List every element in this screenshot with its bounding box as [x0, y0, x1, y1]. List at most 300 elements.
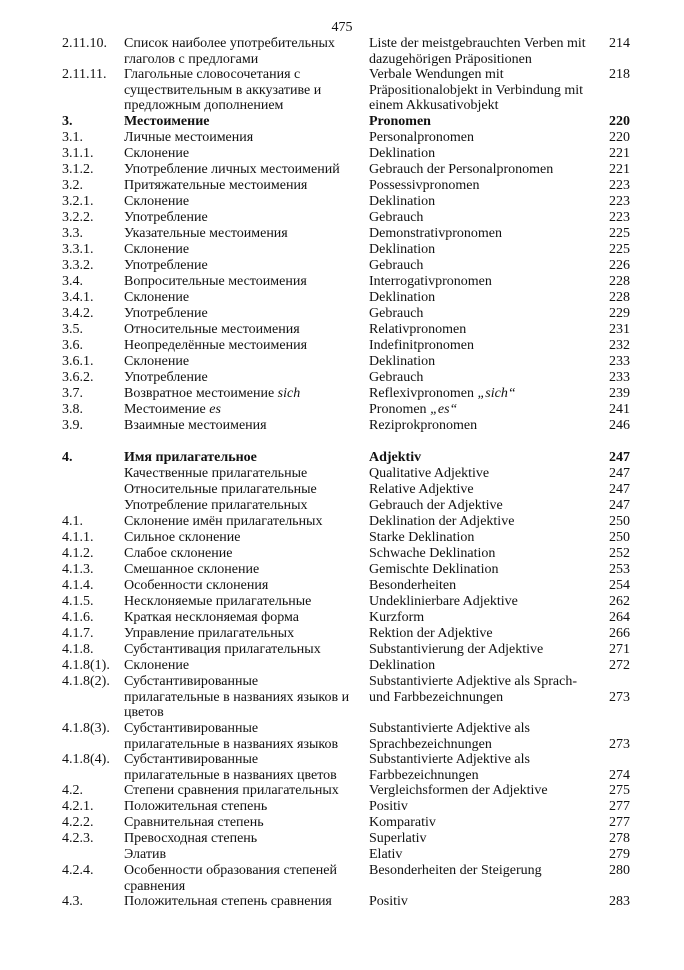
toc-entry [62, 674, 630, 721]
toc-entry [62, 130, 630, 146]
toc-entry [62, 322, 630, 338]
german-title-text: Gebrauch [369, 370, 424, 385]
german-title [369, 562, 595, 578]
german-title [369, 322, 595, 338]
russian-title-text: Слабое склонение [124, 546, 233, 561]
russian-title [124, 831, 356, 847]
russian-title-text: Употребление прилагательных [124, 498, 308, 513]
german-title [369, 658, 595, 674]
german-title-text: Relativpronomen [369, 322, 467, 337]
german-title [369, 258, 595, 274]
german-title-text: Besonderheiten [369, 578, 457, 593]
russian-title [124, 274, 356, 290]
entry-number: 3. [62, 114, 73, 129]
entry-number: 4.1.2. [62, 546, 94, 561]
toc-entry [62, 626, 630, 642]
german-title [369, 594, 595, 610]
toc-entry [62, 783, 630, 799]
toc-entry [62, 498, 630, 514]
toc-entry [62, 306, 630, 322]
russian-title [124, 130, 356, 146]
german-title-text: Positiv [369, 894, 408, 909]
russian-title [124, 146, 356, 162]
german-title-text: Rektion der Adjektive [369, 626, 493, 641]
page-ref: 254 [609, 578, 630, 593]
german-title-text: Undeklinierbare Adjektive [369, 594, 518, 609]
russian-title [124, 418, 356, 434]
german-title [369, 354, 595, 370]
german-title [369, 226, 595, 242]
russian-title-text: Субстантивированные прилагательные в названиях цветов [124, 752, 337, 783]
entry-number: 3.2. [62, 178, 83, 193]
russian-title-text: Склонение [124, 354, 190, 369]
russian-title [124, 338, 356, 354]
german-title-text: Deklination [369, 354, 436, 369]
entry-number: 4.1.3. [62, 562, 94, 577]
russian-title-text: Неопределённые местоимения [124, 338, 308, 353]
russian-title-text: Особенности склонения [124, 578, 269, 593]
entry-number: 3.6. [62, 338, 83, 353]
russian-title [124, 752, 356, 783]
page-ref: 272 [609, 658, 630, 673]
entry-number: 3.1. [62, 130, 83, 145]
toc-entry [62, 402, 630, 418]
russian-title-text: Краткая несклоняемая форма [124, 610, 300, 625]
german-title [369, 36, 595, 67]
russian-title-text: Местоимение [124, 402, 206, 417]
page-ref: 277 [609, 815, 630, 830]
russian-title-text: Имя прилагательное [124, 450, 257, 465]
page-ref: 229 [609, 306, 630, 321]
page-ref: 223 [609, 194, 630, 209]
russian-title-text: Субстантивация прилагательных [124, 642, 321, 657]
russian-title [124, 530, 356, 546]
russian-title-text: Притяжательные местоимения [124, 178, 308, 193]
entry-number: 2.11.10. [62, 36, 107, 51]
russian-title [124, 594, 356, 610]
german-title-text: Deklination [369, 242, 436, 257]
toc-entry [62, 752, 630, 783]
german-title-text: Personalpronomen [369, 130, 474, 145]
russian-title [124, 894, 356, 910]
german-title [369, 290, 595, 306]
page-ref: 273 [609, 689, 630, 705]
toc-entry [62, 863, 630, 894]
german-title [369, 130, 595, 146]
entry-number: 4.2.3. [62, 831, 94, 846]
russian-title-term: sich [277, 386, 301, 401]
german-title [369, 466, 595, 482]
russian-title-text: Употребление [124, 210, 208, 225]
german-title-text: Indefinitpronomen [369, 338, 474, 353]
russian-title [124, 610, 356, 626]
german-title-text: Gebrauch [369, 258, 424, 273]
page-ref: 239 [609, 386, 630, 401]
toc-entry [62, 274, 630, 290]
page-ref: 247 [609, 450, 630, 465]
russian-title [124, 578, 356, 594]
entry-number: 4.1.7. [62, 626, 94, 641]
german-title [369, 642, 595, 658]
page-number: 475 [331, 20, 353, 35]
german-title-text: Deklination der Adjektive [369, 514, 515, 529]
russian-title-text: Сильное склонение [124, 530, 241, 545]
russian-title-text: Склонение имён прилагательных [124, 514, 323, 529]
german-title [369, 114, 595, 130]
toc-entry [62, 658, 630, 674]
page-ref: 226 [609, 258, 630, 273]
russian-title-text: Положительная степень [124, 799, 268, 814]
entry-number: 4.2.2. [62, 815, 94, 830]
german-title-text: Schwache Deklination [369, 546, 496, 561]
page-ref: 220 [609, 114, 630, 129]
entry-number: 4.1.8(1). [62, 658, 110, 673]
german-title-text: Substantivierte Adjektive als Sprach- und Farbbezeichnungen [369, 674, 578, 705]
section-gap [62, 434, 630, 450]
page-ref: 221 [609, 162, 630, 177]
russian-title-text: Несклоняемые прилагательные [124, 594, 312, 609]
german-title-text: Relative Adjektive [369, 482, 474, 497]
entry-number: 4.2. [62, 783, 83, 798]
entry-number: 3.6.1. [62, 354, 94, 369]
toc-entry [62, 226, 630, 242]
russian-title [124, 226, 356, 242]
german-title-term: „sich“ [477, 386, 516, 401]
german-title [369, 894, 595, 910]
german-title-text: Besonderheiten der Steigerung [369, 863, 542, 878]
german-title-text: Kurzform [369, 610, 425, 625]
russian-title [124, 36, 356, 67]
page-ref: 221 [609, 146, 630, 161]
page-ref: 223 [609, 178, 630, 193]
german-title-text: Deklination [369, 290, 436, 305]
toc-entry [62, 562, 630, 578]
russian-title [124, 482, 356, 498]
entry-number: 4.1.5. [62, 594, 94, 609]
toc-entry [62, 36, 630, 67]
russian-title [124, 322, 356, 338]
german-title-text: Reflexivpronomen [369, 386, 474, 401]
german-title [369, 847, 595, 863]
page-ref: 283 [609, 894, 630, 909]
russian-title [124, 721, 356, 752]
russian-title [124, 562, 356, 578]
russian-title-text: Указательные местоимения [124, 226, 288, 241]
russian-title-text: Элатив [124, 847, 167, 862]
page-ref: 218 [609, 67, 630, 82]
german-title-text: Deklination [369, 194, 436, 209]
toc-entry [62, 162, 630, 178]
german-title [369, 178, 595, 194]
russian-title [124, 178, 356, 194]
german-title-text: Reziprokpronomen [369, 418, 478, 433]
german-title [369, 498, 595, 514]
toc-section-heading [62, 114, 630, 130]
page-ref: 250 [609, 530, 630, 545]
german-title [369, 482, 595, 498]
russian-title-text: Склонение [124, 242, 190, 257]
russian-title-text: Особенности образования степеней сравнения [124, 863, 337, 894]
german-title-text: Gebrauch [369, 210, 424, 225]
entry-number: 4.3. [62, 894, 83, 909]
entry-number: 3.4.2. [62, 306, 94, 321]
toc-entry [62, 146, 630, 162]
german-title-text: Verbale Wendungen mit Präpositionalobjekt in Verbindung mit einem Akkusativobjekt [369, 67, 584, 114]
german-title-term: „es“ [430, 402, 458, 417]
german-title [369, 418, 595, 434]
german-title-text: Interrogativpronomen [369, 274, 492, 289]
page-ref: 231 [609, 322, 630, 337]
entry-number: 3.9. [62, 418, 83, 433]
german-title [369, 274, 595, 290]
entry-number: 3.3.2. [62, 258, 94, 273]
toc-entry [62, 514, 630, 530]
page-ref: 233 [609, 354, 630, 369]
german-title-text: Substantivierte Adjektive als Farbbezeichnungen [369, 752, 530, 783]
entry-number: 4.1.8(2). [62, 674, 110, 689]
toc-entry [62, 610, 630, 626]
page-ref: 228 [609, 274, 630, 289]
page-ref: 279 [609, 847, 630, 862]
toc-entry [62, 370, 630, 386]
russian-title [124, 402, 356, 418]
russian-title-text: Сравнительная степень [124, 815, 264, 830]
russian-title [124, 783, 356, 799]
russian-title [124, 242, 356, 258]
german-title [369, 863, 595, 879]
german-title-text: Starke Deklination [369, 530, 475, 545]
entry-number: 3.3. [62, 226, 83, 241]
russian-title [124, 450, 356, 466]
german-title-text: Gebrauch [369, 306, 424, 321]
toc-entry [62, 386, 630, 402]
page-ref: 271 [609, 642, 630, 657]
russian-title [124, 674, 356, 721]
german-title-text: Deklination [369, 146, 436, 161]
toc-entry [62, 815, 630, 831]
entry-number: 3.2.1. [62, 194, 94, 209]
german-title-text: Gemischte Deklination [369, 562, 499, 577]
russian-title [124, 210, 356, 226]
russian-title [124, 290, 356, 306]
german-title [369, 402, 595, 418]
russian-title-text: Вопросительные местоимения [124, 274, 307, 289]
russian-title-term: es [209, 402, 221, 417]
german-title [369, 799, 595, 815]
toc-entry [62, 418, 630, 434]
german-title [369, 546, 595, 562]
toc-entry [62, 578, 630, 594]
german-title [369, 306, 595, 322]
page-ref: 220 [609, 130, 630, 145]
german-title [369, 338, 595, 354]
page-ref: 278 [609, 831, 630, 846]
german-title-text: Possessivpronomen [369, 178, 480, 193]
german-title-text: Positiv [369, 799, 408, 814]
entry-number: 3.5. [62, 322, 83, 337]
toc-entry [62, 338, 630, 354]
german-title-text: Elativ [369, 847, 403, 862]
toc-entry [62, 466, 630, 482]
toc-section-heading [62, 450, 630, 466]
toc-entry [62, 290, 630, 306]
russian-title-text: Степени сравнения прилагательных [124, 783, 339, 798]
russian-title-text: Употребление [124, 258, 208, 273]
toc-entry [62, 194, 630, 210]
german-title-text: Gebrauch der Adjektive [369, 498, 503, 513]
german-title-text: Superlativ [369, 831, 427, 846]
russian-title [124, 258, 356, 274]
russian-title [124, 114, 356, 130]
russian-title-text: Субстантивированные прилагательные в названиях языков [124, 721, 339, 752]
german-title-text: Substantivierung der Adjektive [369, 642, 544, 657]
toc-entry [62, 831, 630, 847]
entry-number: 4.1.8. [62, 642, 94, 657]
german-title-text: Pronomen [369, 402, 427, 417]
russian-title [124, 642, 356, 658]
page-ref: 247 [609, 466, 630, 481]
page-ref: 214 [609, 36, 630, 51]
russian-title [124, 546, 356, 562]
page-ref: 273 [609, 736, 630, 752]
russian-title [124, 466, 356, 482]
entry-number: 4.2.4. [62, 863, 94, 878]
entry-number: 4.1.6. [62, 610, 94, 625]
entry-number: 3.7. [62, 386, 83, 401]
toc-entry [62, 847, 630, 863]
russian-title-text: Превосходная степень [124, 831, 258, 846]
german-title-text: Vergleichsformen der Adjektive [369, 783, 548, 798]
russian-title-text: Употребление [124, 370, 208, 385]
page-ref: 266 [609, 626, 630, 641]
page-ref: 247 [609, 498, 630, 513]
russian-title [124, 498, 356, 514]
russian-title-text: Склонение [124, 290, 190, 305]
russian-title-text: Возвратное местоимение [124, 386, 275, 401]
german-title-text: Substantivierte Adjektive als Sprachbezeichnungen [369, 721, 530, 752]
german-title [369, 67, 595, 114]
russian-title [124, 847, 356, 863]
toc-entry [62, 530, 630, 546]
german-title [369, 783, 595, 799]
toc-entry [62, 894, 630, 910]
german-title [369, 831, 595, 847]
russian-title-text: Управление прилагательных [124, 626, 295, 641]
german-title [369, 450, 595, 466]
entry-number: 3.4.1. [62, 290, 94, 305]
entry-number: 4.1.8(4). [62, 752, 110, 767]
entry-number: 3.1.1. [62, 146, 94, 161]
german-title [369, 194, 595, 210]
german-title-text: Pronomen [369, 114, 431, 129]
german-title [369, 162, 595, 178]
german-title [369, 242, 595, 258]
entry-number: 4.1. [62, 514, 83, 529]
russian-title-text: Субстантивированные прилагательные в названиях языков и цветов [124, 674, 350, 721]
page-ref: 253 [609, 562, 630, 577]
russian-title [124, 354, 356, 370]
page-ref: 250 [609, 514, 630, 529]
toc-entry [62, 242, 630, 258]
toc-entry [62, 67, 630, 114]
toc-entry [62, 642, 630, 658]
russian-title [124, 863, 356, 894]
page-ref: 274 [609, 767, 630, 783]
page-ref: 262 [609, 594, 630, 609]
russian-title-text: Употребление личных местоимений [124, 162, 340, 177]
page-ref: 232 [609, 338, 630, 353]
german-title-text: Komparativ [369, 815, 436, 830]
russian-title [124, 67, 356, 114]
russian-title-text: Склонение [124, 194, 190, 209]
german-title [369, 752, 595, 783]
page-ref: 247 [609, 482, 630, 497]
german-title [369, 370, 595, 386]
page-ref: 280 [609, 863, 630, 878]
russian-title-text: Относительные местоимения [124, 322, 300, 337]
page-ref: 225 [609, 226, 630, 241]
entry-number: 3.8. [62, 402, 83, 417]
russian-title [124, 658, 356, 674]
toc-entry [62, 210, 630, 226]
entry-number: 3.3.1. [62, 242, 94, 257]
page-ref: 275 [609, 783, 630, 798]
russian-title-text: Взаимные местоимения [124, 418, 267, 433]
page-ref: 223 [609, 210, 630, 225]
german-title [369, 721, 595, 752]
russian-title-text: Склонение [124, 146, 190, 161]
page-ref: 225 [609, 242, 630, 257]
entry-number: 3.4. [62, 274, 83, 289]
russian-title [124, 514, 356, 530]
german-title-text: Demonstrativpronomen [369, 226, 502, 241]
german-title [369, 815, 595, 831]
page-ref: 246 [609, 418, 630, 433]
table-of-contents [62, 36, 630, 910]
entry-number: 3.6.2. [62, 370, 94, 385]
russian-title-text: Глагольные словосочетания с существительным в аккузативе и предложным дополнением [124, 67, 322, 114]
entry-number: 3.1.2. [62, 162, 94, 177]
russian-title-text: Употребление [124, 306, 208, 321]
german-title-text: Qualitative Adjektive [369, 466, 490, 481]
page-ref: 228 [609, 290, 630, 305]
russian-title-text: Личные местоимения [124, 130, 254, 145]
russian-title-text: Местоимение [124, 114, 210, 129]
german-title [369, 610, 595, 626]
page-ref: 277 [609, 799, 630, 814]
german-title [369, 578, 595, 594]
page-ref: 264 [609, 610, 630, 625]
entry-number: 4.1.1. [62, 530, 94, 545]
german-title-text: Deklination [369, 658, 436, 673]
russian-title [124, 386, 356, 402]
entry-number: 4.1.8(3). [62, 721, 110, 736]
entry-number: 3.2.2. [62, 210, 94, 225]
german-title [369, 210, 595, 226]
german-title-text: Gebrauch der Personalpronomen [369, 162, 554, 177]
toc-entry [62, 178, 630, 194]
entry-number: 2.11.11. [62, 67, 107, 82]
entry-number: 4.2.1. [62, 799, 94, 814]
entry-number: 4. [62, 450, 73, 465]
german-title [369, 146, 595, 162]
toc-entry [62, 258, 630, 274]
russian-title-text: Склонение [124, 658, 190, 673]
german-title [369, 386, 595, 402]
toc-entry [62, 721, 630, 752]
russian-title-text: Качественные прилагательные [124, 466, 308, 481]
russian-title-text: Список наиболее употребительных глаголов с предлогами [124, 36, 335, 67]
